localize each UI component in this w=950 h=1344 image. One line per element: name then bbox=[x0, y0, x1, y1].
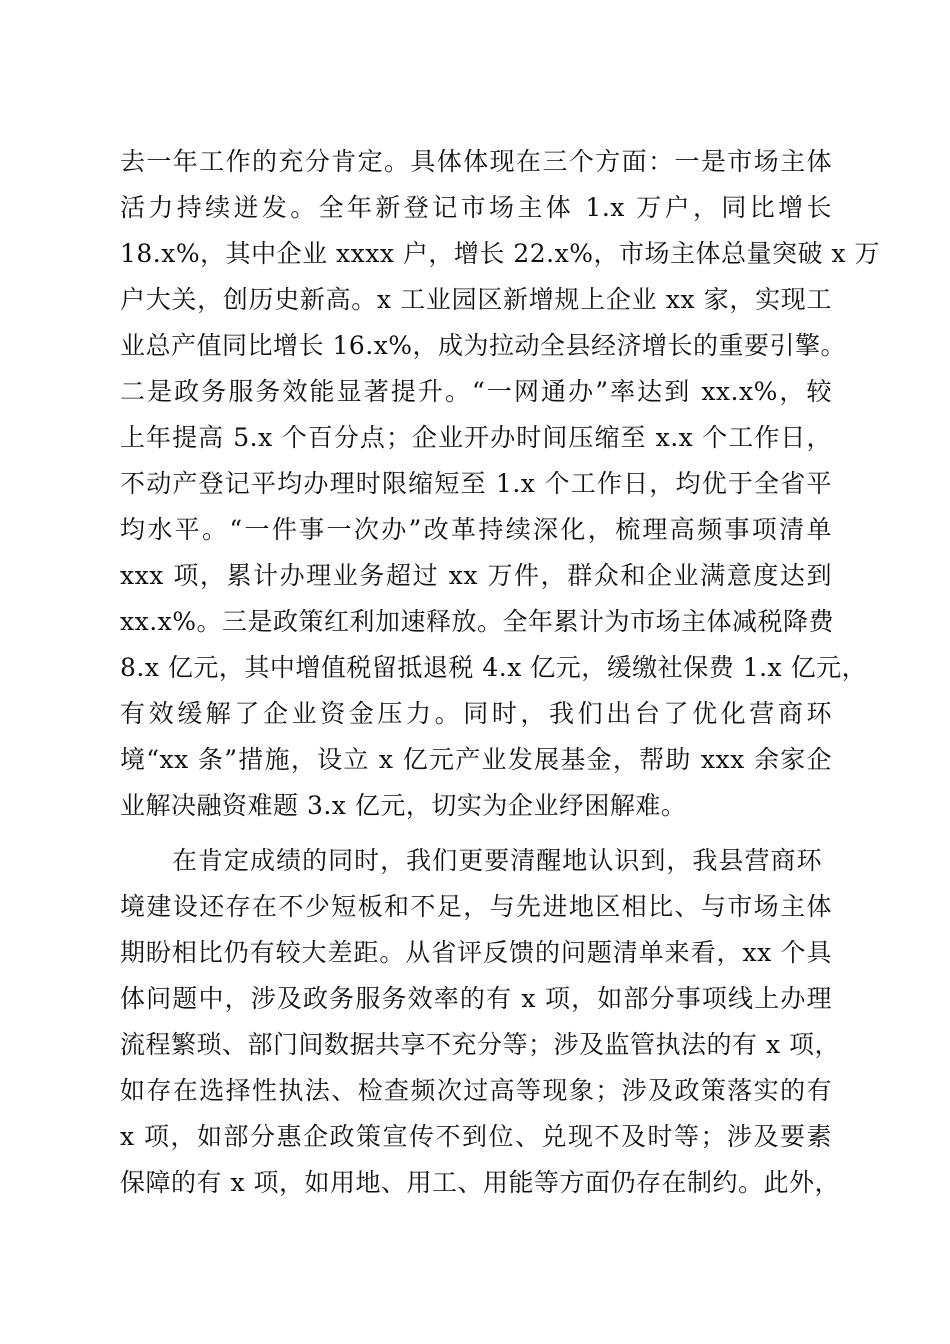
paragraph-2-line-5: 流程繁琐、部门间数据共享不充分等；涉及监管执法的有 x 项， bbox=[120, 1030, 840, 1059]
paragraph-2-line-7: x 项，如部分惠企政策宣传不到位、兑现不及时等；涉及要素 bbox=[120, 1122, 832, 1151]
paragraph-1-line-10: xxx 项，累计办理业务超过 xx 万件，群众和企业满意度达到 bbox=[120, 561, 832, 590]
paragraph-2-line-2: 境建设还存在不少短板和不足，与先进地区相比、与市场主体 bbox=[120, 892, 832, 921]
paragraph-1-line-12: 8.x 亿元，其中增值税留抵退税 4.x 亿元，缓缴社保费 1.x 亿元， bbox=[120, 653, 868, 682]
paragraph-1-line-5: 业总产值同比增长 16.x%，成为拉动全县经济增长的重要引擎。 bbox=[120, 331, 847, 360]
paragraph-2-line-6: 如存在选择性执法、检查频次过高等现象；涉及政策落实的有 bbox=[120, 1076, 832, 1105]
paragraph-1-line-6: 二是政务服务效能显著提升。“一网通办”率达到 xx.x%，较 bbox=[120, 377, 832, 406]
paragraph-2-line-1: 在肯定成绩的同时，我们更要清醒地认识到，我县营商环 bbox=[172, 846, 822, 875]
paragraph-1-line-8: 不动产登记平均办理时限缩短至 1.x 个工作日，均优于全省平 bbox=[120, 469, 832, 498]
paragraph-1-line-3: 18.x%，其中企业 xxxx 户，增长 22.x%，市场主体总量突破 x 万 bbox=[120, 239, 880, 268]
paragraph-1-line-13: 有效缓解了企业资金压力。同时，我们出台了优化营商环 bbox=[120, 699, 832, 728]
paragraph-1-line-9: 均水平。“一件事一次办”改革持续深化，梳理高频事项清单 bbox=[120, 515, 832, 544]
paragraph-1-line-14: 境“xx 条”措施，设立 x 亿元产业发展基金，帮助 xxx 余家企 bbox=[120, 745, 832, 774]
paragraph-2-line-4: 体问题中，涉及政务服务效率的有 x 项，如部分事项线上办理 bbox=[120, 984, 832, 1013]
paragraph-1-line-7: 上年提高 5.x 个百分点；企业开办时间压缩至 x.x 个工作日， bbox=[120, 423, 832, 452]
paragraph-1-line-4: 户大关，创历史新高。x 工业园区新增规上企业 xx 家，实现工 bbox=[120, 285, 832, 314]
paragraph-2-line-3: 期盼相比仍有较大差距。从省评反馈的问题清单来看，xx 个具 bbox=[120, 938, 832, 967]
paragraph-1-line-11: xx.x%。三是政策红利加速释放。全年累计为市场主体减税降费 bbox=[120, 607, 835, 636]
paragraph-1-line-15: 业解决融资难题 3.x 亿元，切实为企业纾困解难。 bbox=[120, 791, 687, 820]
paragraph-1-line-2: 活力持续迸发。全年新登记市场主体 1.x 万户，同比增长 bbox=[120, 193, 832, 222]
paragraph-1-line-1: 去一年工作的充分肯定。具体体现在三个方面：一是市场主体 bbox=[120, 147, 832, 176]
paragraph-2-line-8: 保障的有 x 项，如用地、用工、用能等方面仍存在制约。此外， bbox=[120, 1168, 840, 1197]
